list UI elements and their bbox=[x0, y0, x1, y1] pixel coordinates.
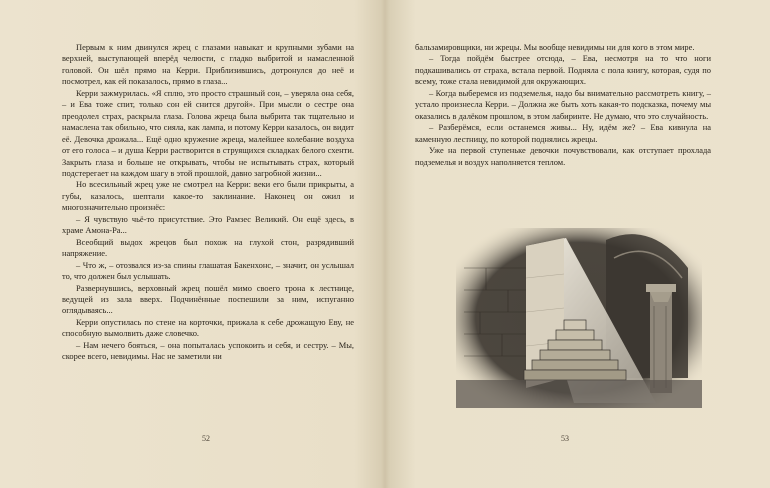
paragraph: – Что ж, – отозвался из-за спины глашатая Бакенхонс, – значит, он услышал то, что должен был услышать. bbox=[62, 259, 354, 282]
paragraph: Керри зажмурилась. «Я сплю, это просто страшный сон, – уверяла она себя, – и Ева тоже спит, только сон ей снится другой». При мысли о сестре она преодолел страх, раскрыла глаза. Голова жреца была выбрита так тщательно и намаслена так обильно, что сияла, как лампа, и потому Керри казалось, он видит её. Девочка дрожала... Ещё одно кружение жреца, малейшее колебание воздуха от его голоса – и душа Керри растворится в струящихся складках белого схенти. Закрыть глаза и больше не открывать, чтобы не испытывать страх, который подстерегает на каждом шагу в этой прошлой, давно загробной жизни... bbox=[62, 87, 354, 178]
paragraph: Уже на первой ступеньке девочки почувствовали, как отступает прохлада подземелья и воздух наполняется теплом. bbox=[415, 145, 711, 167]
paragraph-continuation: бальзамировщики, ни жрецы. Мы вообще невидимы ни для кого в этом мире. bbox=[415, 42, 695, 52]
page-number-right: 53 bbox=[561, 434, 569, 443]
paragraph: – Когда выберемся из подземелья, надо бы внимательно рассмотреть книгу, – устало произнесла Керри. – Должна же быть хоть какая-то подсказка, почему мы оказались в далёком прошлом, в этом лабиринте. Не думаю, что это случайность. bbox=[415, 87, 711, 121]
paragraph: Первым к ним двинулся жрец с глазами навыкат и крупными зубами на верхней, выступающей вперёд челюсти, с гладко выбритой и намасленной головой. Он шёл прямо на Керри. Приблизившись, дотронулся до неё и посмотрел, как ей показалось, прямо в глаза... bbox=[62, 42, 354, 87]
left-page-text bbox=[62, 42, 354, 363]
paragraph: Всеобщий выдох жрецов был похож на глухой стон, разрядивший напряжение. bbox=[62, 236, 354, 259]
right-page-text bbox=[415, 42, 711, 168]
stairway-illustration bbox=[456, 228, 702, 408]
paragraph: – Я чувствую чьё-то присутствие. Это Рамзес Великий. Он ещё здесь, в храме Амона-Ра... bbox=[62, 213, 354, 236]
page-number-left: 52 bbox=[202, 434, 210, 443]
paragraph: – Нам нечего бояться, – она попыталась успокоить и себя, и сестру. – Мы, скорее всего, невидимы. Нас не заметили ни bbox=[62, 339, 354, 362]
paragraph: Керри опустилась по стене на корточки, прижала к себе дрожащую Еву, не способную вымолвить даже словечко. bbox=[62, 316, 354, 339]
right-page bbox=[385, 0, 770, 488]
paragraph: – Разберёмся, если останемся живы... Ну, идём же? – Ева кивнула на каменную лестницу, по которой поднялись жрецы. bbox=[415, 122, 711, 144]
paragraph: Но всесильный жрец уже не смотрел на Керри: веки его были прикрыты, а губы, казалось, шептали какое-то заклинание. Наконец он ожил и многозначительно произнёс: bbox=[62, 179, 354, 213]
paragraph: Развернувшись, верховный жрец пошёл мимо своего трона к лестнице, ведущей из зала вверх. Подчинённые поспешили за ним, испуганно оглядываясь... bbox=[62, 282, 354, 316]
paragraph: – Тогда пойдём быстрее отсюда, – Ева, несмотря на то что ноги подкашивались от страха, встала первой. Подняла с пола книгу, которая, судя по всему, тоже стала невидимой для окружающих. bbox=[415, 53, 711, 87]
